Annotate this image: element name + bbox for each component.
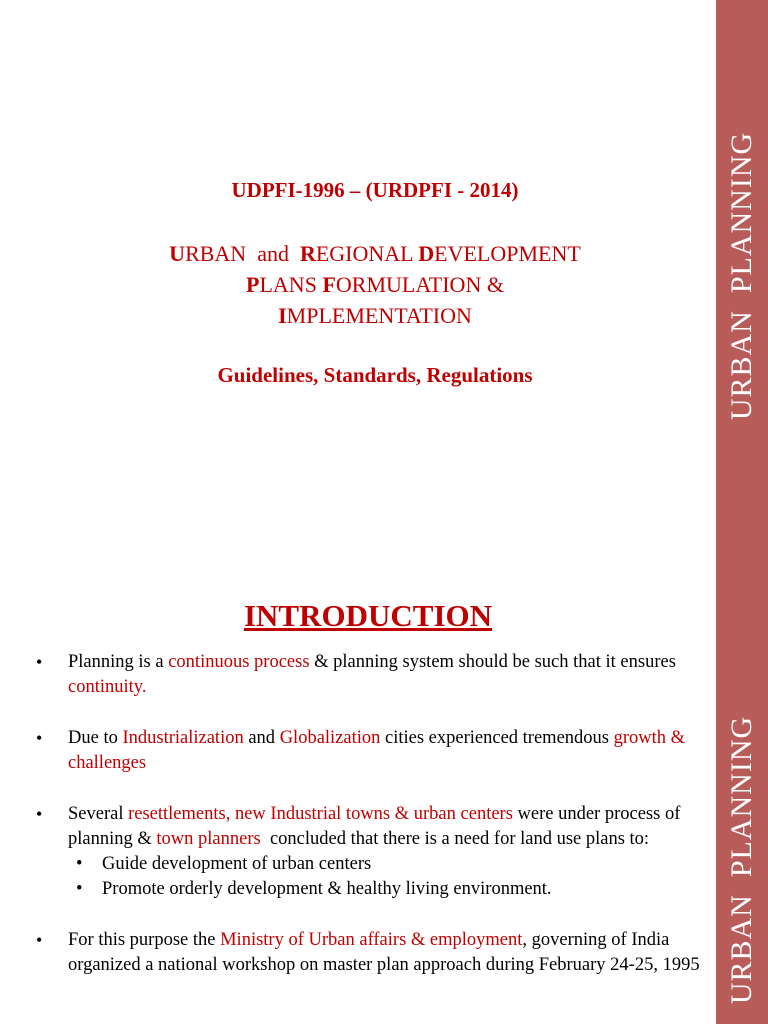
highlighted-text: town planners <box>156 829 261 849</box>
slide-1 <box>0 0 716 512</box>
sub-list-item <box>36 852 708 877</box>
bullet-icon: • <box>76 879 83 899</box>
bullet-icon: • <box>36 652 43 672</box>
side-bar-top <box>716 0 768 512</box>
side-bar-bottom <box>716 512 768 1024</box>
title-initial: F <box>322 272 336 297</box>
body-text: & planning system should be such that it ensures <box>309 652 681 672</box>
highlighted-text: Ministry of Urban affairs & employment <box>220 930 523 950</box>
bullet-icon: • <box>36 930 43 950</box>
sub-list-item-text: Guide development of urban centers <box>102 854 372 874</box>
title-word-rest: MPLEMENTATION <box>286 303 472 328</box>
list-item-text <box>68 804 685 849</box>
title-initial: R <box>299 241 316 266</box>
body-text: Several <box>68 804 129 824</box>
body-text: cities experienced tremendous <box>380 728 614 748</box>
body-text: concluded that there is a need for land use plans to: <box>260 829 650 849</box>
title-word-rest: EVELOPMENT <box>434 241 581 266</box>
list-item-text <box>68 728 690 773</box>
sub-list-item-text: Promote orderly development & healthy living environment. <box>102 879 552 899</box>
highlighted-text: Industrialization <box>122 728 244 748</box>
title-initial: P <box>246 272 260 297</box>
title-connector: and <box>246 241 300 266</box>
title-initial: D <box>418 241 435 266</box>
title-word-rest: LANS <box>259 272 323 297</box>
highlighted-text: growth & challenges <box>68 728 690 773</box>
body-text: were under process of planning & <box>68 804 685 849</box>
title-initial: I <box>278 303 287 328</box>
title-block <box>0 238 750 331</box>
title-word-rest: ORMULATION & <box>335 272 504 297</box>
list-item-text <box>68 930 700 975</box>
list-item-text <box>68 652 681 697</box>
highlighted-text: continuous process <box>168 652 310 672</box>
bullet-icon: • <box>36 804 43 824</box>
side-bar-label: URBAN PLANNING <box>725 131 758 421</box>
body-text: and <box>243 728 280 748</box>
side-bar-label: URBAN PLANNING <box>725 715 758 1005</box>
sub-list-item <box>36 877 708 902</box>
body-text: For this purpose the <box>68 930 221 950</box>
title-word-rest: RBAN <box>185 241 247 266</box>
list-item <box>36 928 708 978</box>
highlighted-text: Globalization <box>279 728 381 748</box>
body-text: Due to <box>68 728 123 748</box>
highlighted-text: continuity. <box>68 677 147 697</box>
title-initial: U <box>169 241 186 266</box>
highlighted-text: resettlements, new Industrial towns & urban centers <box>128 804 513 824</box>
body-text: , governing of India organized a national workshop on master plan approach during February 24-25, 1995 <box>68 930 700 975</box>
document-code-line: UDPFI-1996 – (URDPFI - 2014) <box>231 178 519 202</box>
bullet-icon: • <box>76 854 83 874</box>
section-heading: INTRODUCTION <box>243 598 493 633</box>
title-row-3 <box>0 300 750 331</box>
list-item <box>36 650 708 700</box>
title-word-rest: EGIONAL <box>315 241 419 266</box>
subtitle: Guidelines, Standards, Regulations <box>217 363 533 387</box>
bullet-list <box>36 650 708 978</box>
list-item <box>36 726 708 776</box>
title-row-2 <box>0 269 750 300</box>
body-text: Planning is a <box>68 652 169 672</box>
list-item <box>36 802 708 852</box>
title-row-1 <box>0 238 750 269</box>
bullet-icon: • <box>36 728 43 748</box>
